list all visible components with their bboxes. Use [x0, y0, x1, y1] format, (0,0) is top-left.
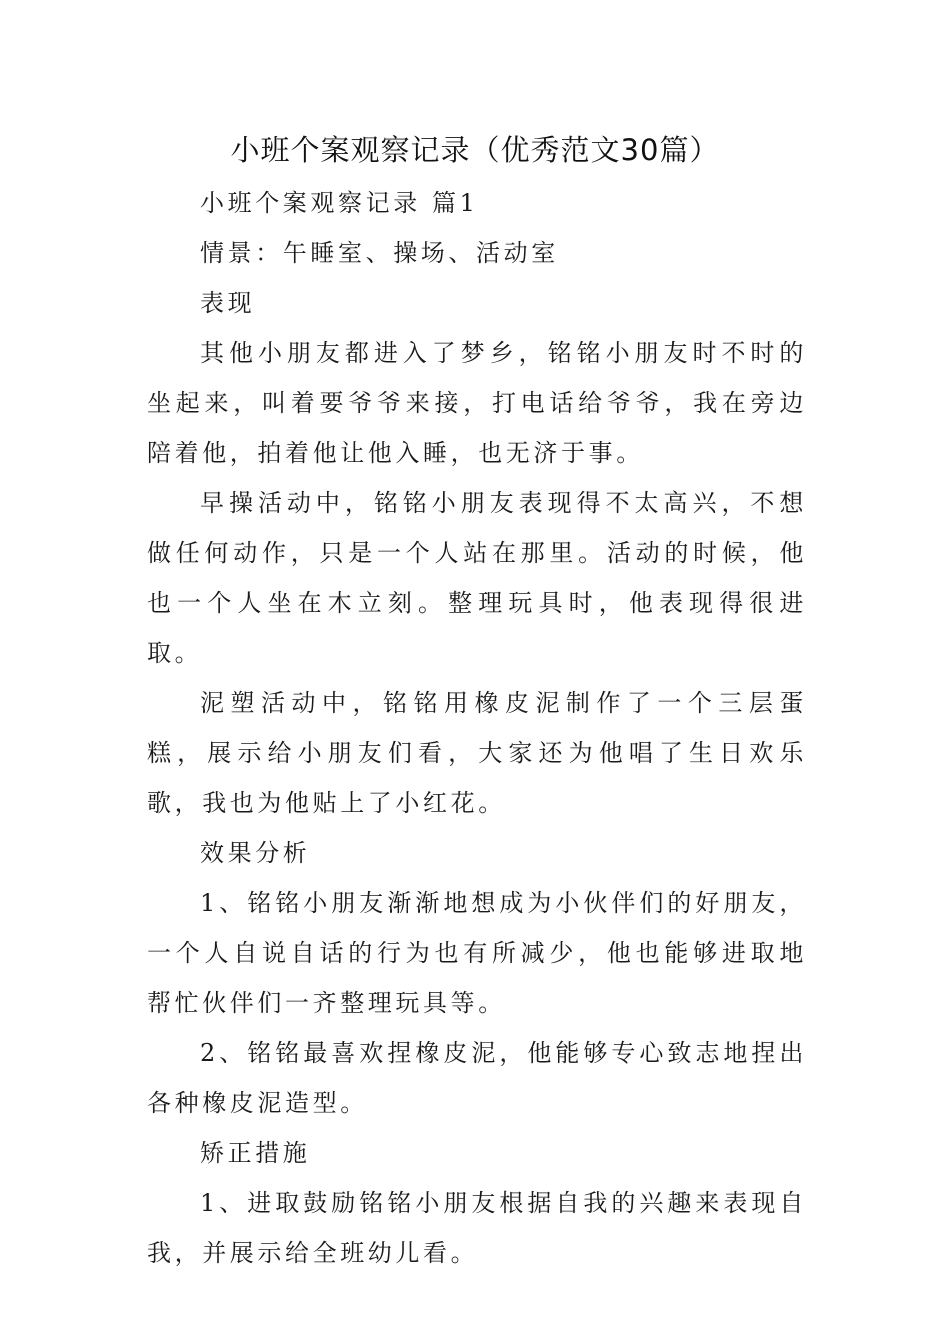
subheading-analysis: 效果分析	[200, 839, 311, 867]
section-heading: 小班个案观察记录 篇1	[200, 189, 479, 217]
paragraph: 早操活动中，铭铭小朋友表现得不太高兴，不想做任何动作，只是一个人站在那里。活动的时候，他也一个人坐在木立刻。整理玩具时，他表现得很进取。	[147, 489, 807, 667]
document-title: 小班个案观察记录（优秀范文30篇）	[230, 133, 720, 167]
paragraph: 2、铭铭最喜欢捏橡皮泥，他能够专心致志地捏出各种橡皮泥造型。	[147, 1039, 807, 1117]
paragraph: 其他小朋友都进入了梦乡，铭铭小朋友时不时的坐起来，叫着要爷爷来接，打电话给爷爷，我在旁边陪着他，拍着他让他入睡，也无济于事。	[147, 339, 807, 467]
paragraph: 1、进取鼓励铭铭小朋友根据自我的兴趣来表现自我，并展示给全班幼儿看。	[147, 1189, 807, 1267]
document-body	[147, 178, 807, 1278]
paragraph: 1、铭铭小朋友渐渐地想成为小伙伴们的好朋友，一个人自说自话的行为也有所减少，他也能够进取地帮忙伙伴们一齐整理玩具等。	[147, 889, 807, 1017]
paragraph: 泥塑活动中，铭铭用橡皮泥制作了一个三层蛋糕，展示给小朋友们看，大家还为他唱了生日欢乐歌，我也为他贴上了小红花。	[147, 689, 807, 817]
subheading-measures: 矫正措施	[200, 1139, 311, 1167]
scene-line: 情景：午睡室、操场、活动室	[200, 239, 559, 267]
subheading-performance: 表现	[200, 289, 256, 317]
